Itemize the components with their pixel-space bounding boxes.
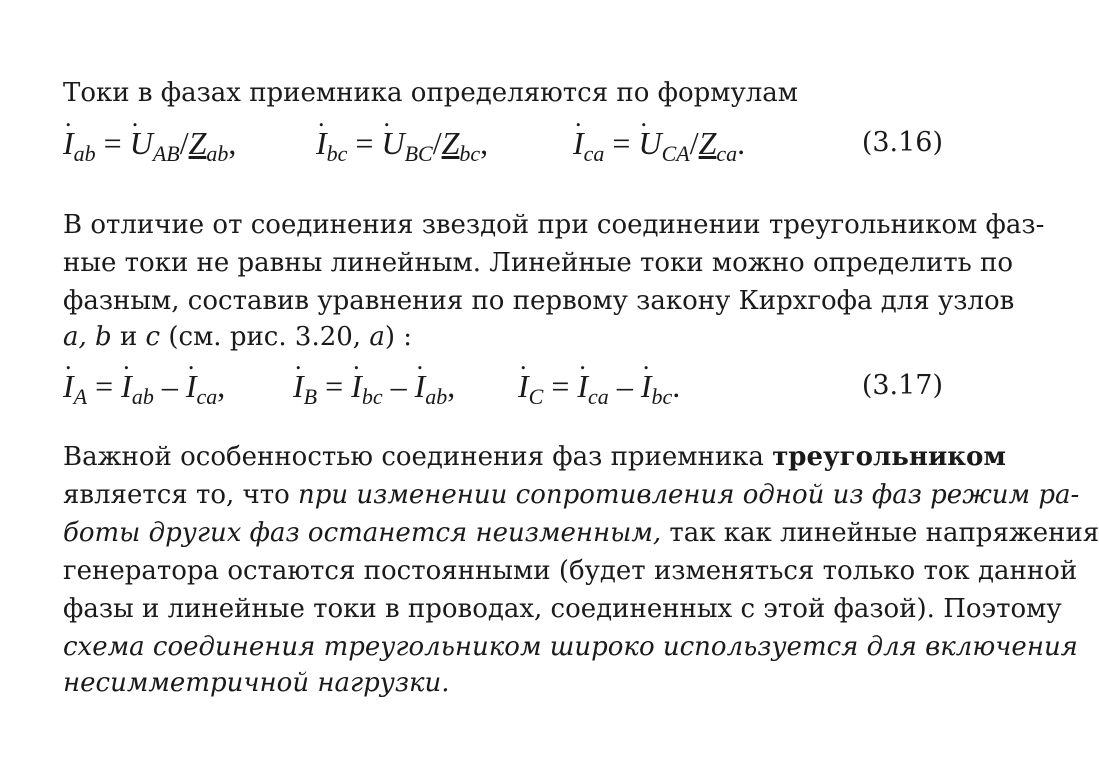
paragraph-2-line-1: В отличие от соединения звездой при соединении треугольником фаз-: [63, 210, 1045, 240]
equation-number: (3.16): [861, 127, 943, 158]
paragraph-3-line-5: фазы и линейные токи в проводах, соединенных с этой фазой). Поэтому: [63, 594, 1062, 624]
paragraph-3-line-3: боты других фаз останется неизменным, так как линейные напряжения: [63, 518, 1099, 548]
equation-3-16: [63, 125, 983, 165]
paragraph-2-line-3: фазным, составив уравнения по первому закону Кирхгофа для узлов: [63, 286, 1015, 316]
paragraph-3-line-6: схема соединения треугольником широко используется для включения: [63, 632, 1078, 662]
paragraph-3-line-2: является то, что при изменении сопротивления одной из фаз режим ра-: [63, 480, 1080, 510]
formula-i-bc: . $I_{bc}$ = . $U_{BC}/Z_{bc}$,: [316, 125, 488, 167]
formula-i-ca: . $I_{ca}$ = . $U_{CA}/Z_{ca}$.: [573, 125, 745, 167]
equation-3-17: [63, 368, 983, 408]
paragraph-2-line-2: ные токи не равны линейным. Линейные токи можно определить по: [63, 248, 1013, 278]
paragraph-3-line-1: Важной особенностью соединения фаз приемника треугольником: [63, 442, 1006, 472]
paragraph-1: Токи в фазах приемника определяются по формулам: [63, 78, 799, 108]
formula-i-a: . $I_A$ = . $I_{ab}$ – . $I_{ca}$,: [63, 368, 225, 410]
paragraph-3-line-4: генератора остаются постоянными (будет изменяться только ток данной: [63, 556, 1078, 586]
formula-i-ab: . $I_{ab}$ = . $U_{AB}/Z_{ab}$,: [63, 125, 236, 167]
formula-i-c: . $I_C$ = . $I_{ca}$ – . $I_{bc}$.: [518, 368, 680, 410]
equation-number: (3.17): [861, 370, 943, 401]
formula-i-b: . $I_B$ = . $I_{bc}$ – . $I_{ab}$,: [293, 368, 455, 410]
paragraph-3-line-7: несимметричной нагрузки.: [63, 668, 450, 698]
paragraph-2-line-4: a, b и c (см. рис. 3.20, a) :: [63, 322, 413, 352]
